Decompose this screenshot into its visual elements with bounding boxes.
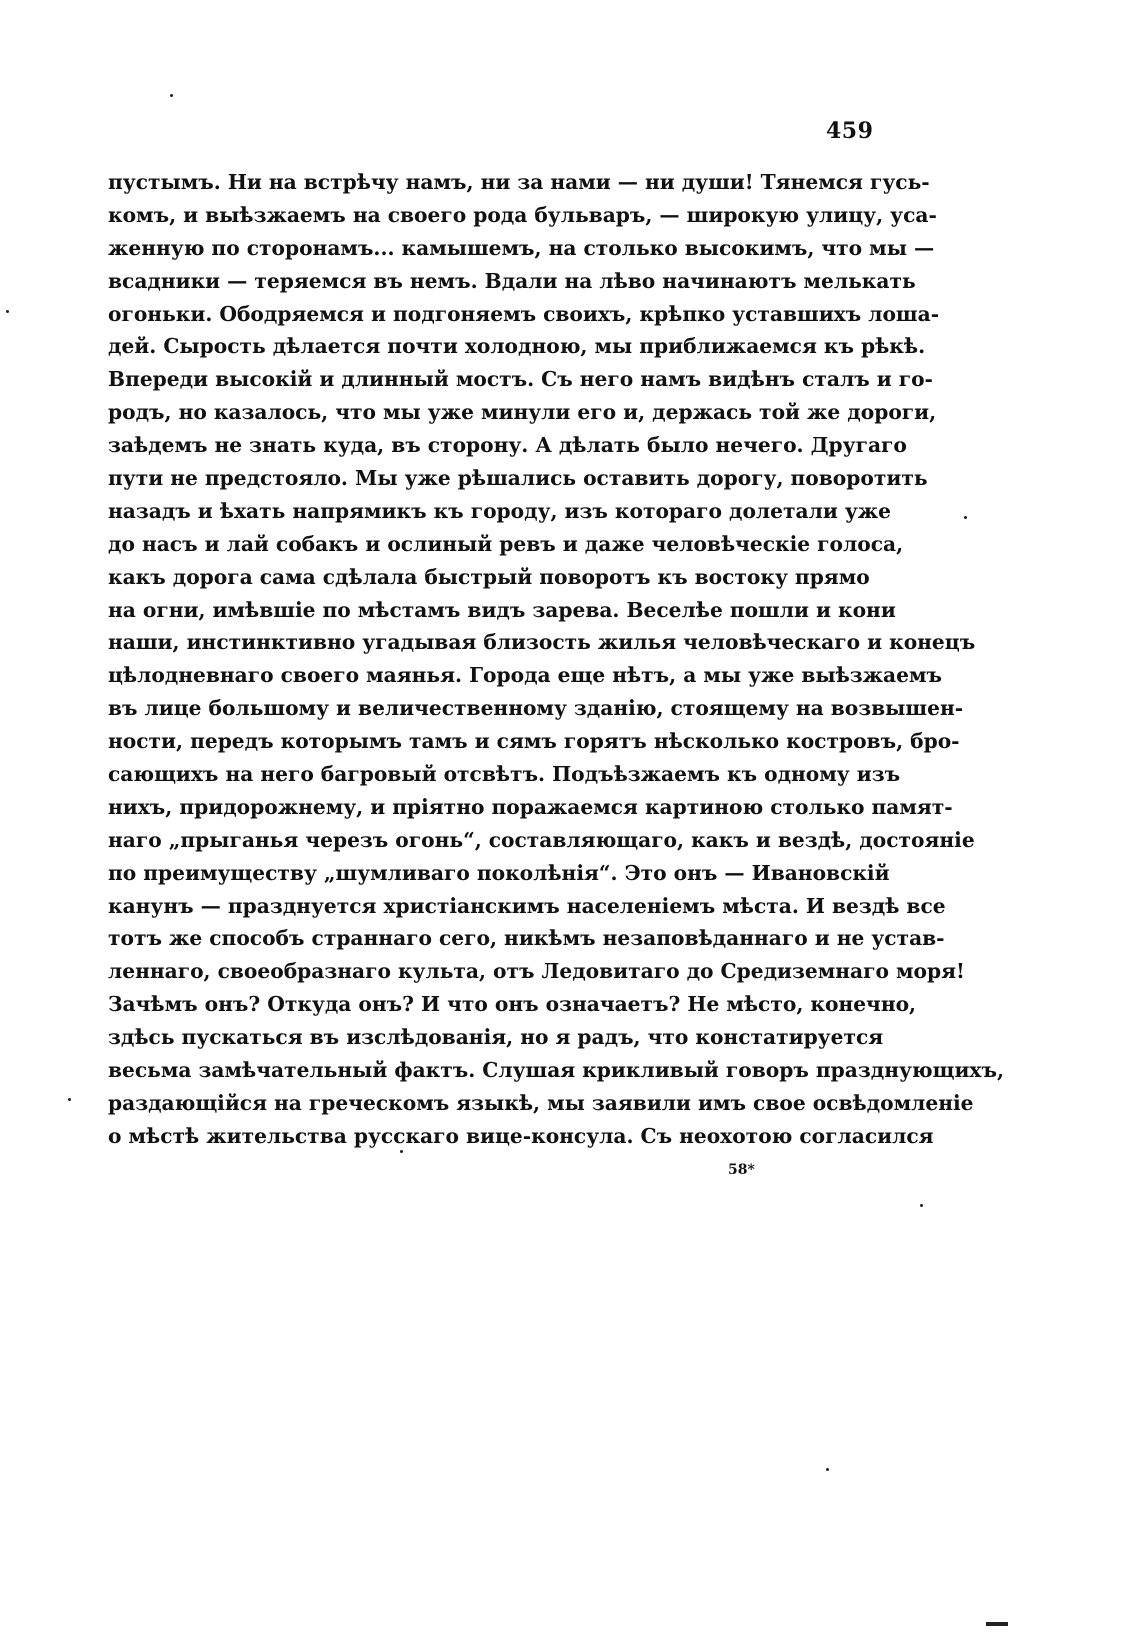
printer-signature: 58*: [728, 1162, 755, 1178]
text-line: огоньки. Ободряемся и подгоняемъ своихъ, крѣпко уставшихъ лоша-: [108, 301, 940, 326]
text-line: пути не предстояло. Мы уже рѣшались оставить дорогу, поворотить: [108, 466, 928, 491]
page-number: 459: [826, 118, 874, 144]
text-line: родъ, но казалось, что мы уже минули его и, держась той же дороги,: [108, 400, 937, 425]
ink-speck: [6, 310, 9, 313]
text-block: [108, 166, 1004, 1153]
text-line: тотъ же способъ страннаго сего, никѣмъ незаповѣданнаго и не устав-: [108, 926, 945, 951]
ink-speck: [826, 1468, 829, 1471]
text-line: весьма замѣчательный фактъ. Слушая крикливый говоръ празднующихъ,: [108, 1058, 1004, 1083]
ink-speck: [400, 1150, 403, 1153]
text-line: ности, передъ которымъ тамъ и сямъ горятъ нѣсколько костровъ, бро-: [108, 729, 960, 754]
text-line: заѣдемъ не знать куда, въ сторону. А дѣлать было нечего. Другаго: [108, 433, 907, 458]
text-line: всадники — теряемся въ немъ. Вдали на лѣво начинаютъ мелькать: [108, 268, 916, 293]
text-line: здѣсь пускаться въ изслѣдованія, но я радъ, что констатируется: [108, 1025, 884, 1050]
text-line: канунъ — празднуется христіанскимъ населеніемъ мѣста. И вездѣ все: [108, 893, 946, 918]
text-line: наши, инстинктивно угадывая близость жилья человѣческаго и конецъ: [108, 630, 976, 655]
text-line: Зачѣмъ онъ? Откуда онъ? И что онъ означаетъ? Не мѣсто, конечно,: [108, 992, 917, 1017]
text-line: какъ дорога сама сдѣлала быстрый поворотъ къ востоку прямо: [108, 564, 870, 589]
text-line: въ лице большому и величественному зданію, стоящему на возвышен-: [108, 696, 964, 721]
text-line: цѣлодневнаго своего маянья. Города еще нѣтъ, а мы уже выѣзжаемъ: [108, 663, 942, 688]
ink-speck: [170, 94, 173, 97]
text-line: женную по сторонамъ... камышемъ, на столько высокимъ, что мы —: [108, 235, 935, 260]
ink-speck: [964, 516, 967, 519]
text-line: на огни, имѣвшіе по мѣстамъ видъ зарева. Веселѣе пошли и кони: [108, 597, 896, 622]
text-line: назадъ и ѣхать напрямикъ къ городу, изъ котораго долетали уже: [108, 498, 891, 523]
text-line: до насъ и лай собакъ и ослиный ревъ и даже человѣческіе голоса,: [108, 531, 904, 556]
text-line: нихъ, придорожнему, и пріятно поражаемся картиною столько памят-: [108, 794, 953, 819]
text-line: пустымъ. Ни на встрѣчу намъ, ни за нами — ни души! Тянемся гусь-: [108, 170, 930, 194]
text-line: по преимуществу „шумливаго поколѣнія“. Это онъ — Ивановскій: [108, 860, 890, 885]
text-line: дей. Сырость дѣлается почти холодною, мы приближаемся къ рѣкѣ.: [108, 334, 926, 359]
scan-corner-mark: [986, 1622, 1008, 1626]
ink-speck: [920, 1204, 923, 1207]
text-line: Впереди высокій и длинный мостъ. Съ него намъ видѣнъ сталъ и го-: [108, 367, 933, 392]
text-line: раздающійся на греческомъ языкѣ, мы заявили имъ свое освѣдомленіе: [108, 1090, 974, 1115]
text-line: комъ, и выѣзжаемъ на своего рода бульваръ, — широкую улицу, уса-: [108, 202, 937, 227]
text-line: наго „прыганья черезъ огонь“, составляющаго, какъ и вездѣ, достояніе: [108, 827, 975, 852]
text-line: сающихъ на него багровый отсвѣтъ. Подъѣзжаемъ къ одному изъ: [108, 762, 901, 787]
ink-speck: [68, 1098, 71, 1101]
text-line: о мѣстѣ жительства русскаго вице-консула. Съ неохотою согласился: [108, 1123, 934, 1148]
text-line: леннаго, своеобразнаго культа, отъ Ледовитаго до Средиземнаго моря!: [108, 959, 965, 984]
